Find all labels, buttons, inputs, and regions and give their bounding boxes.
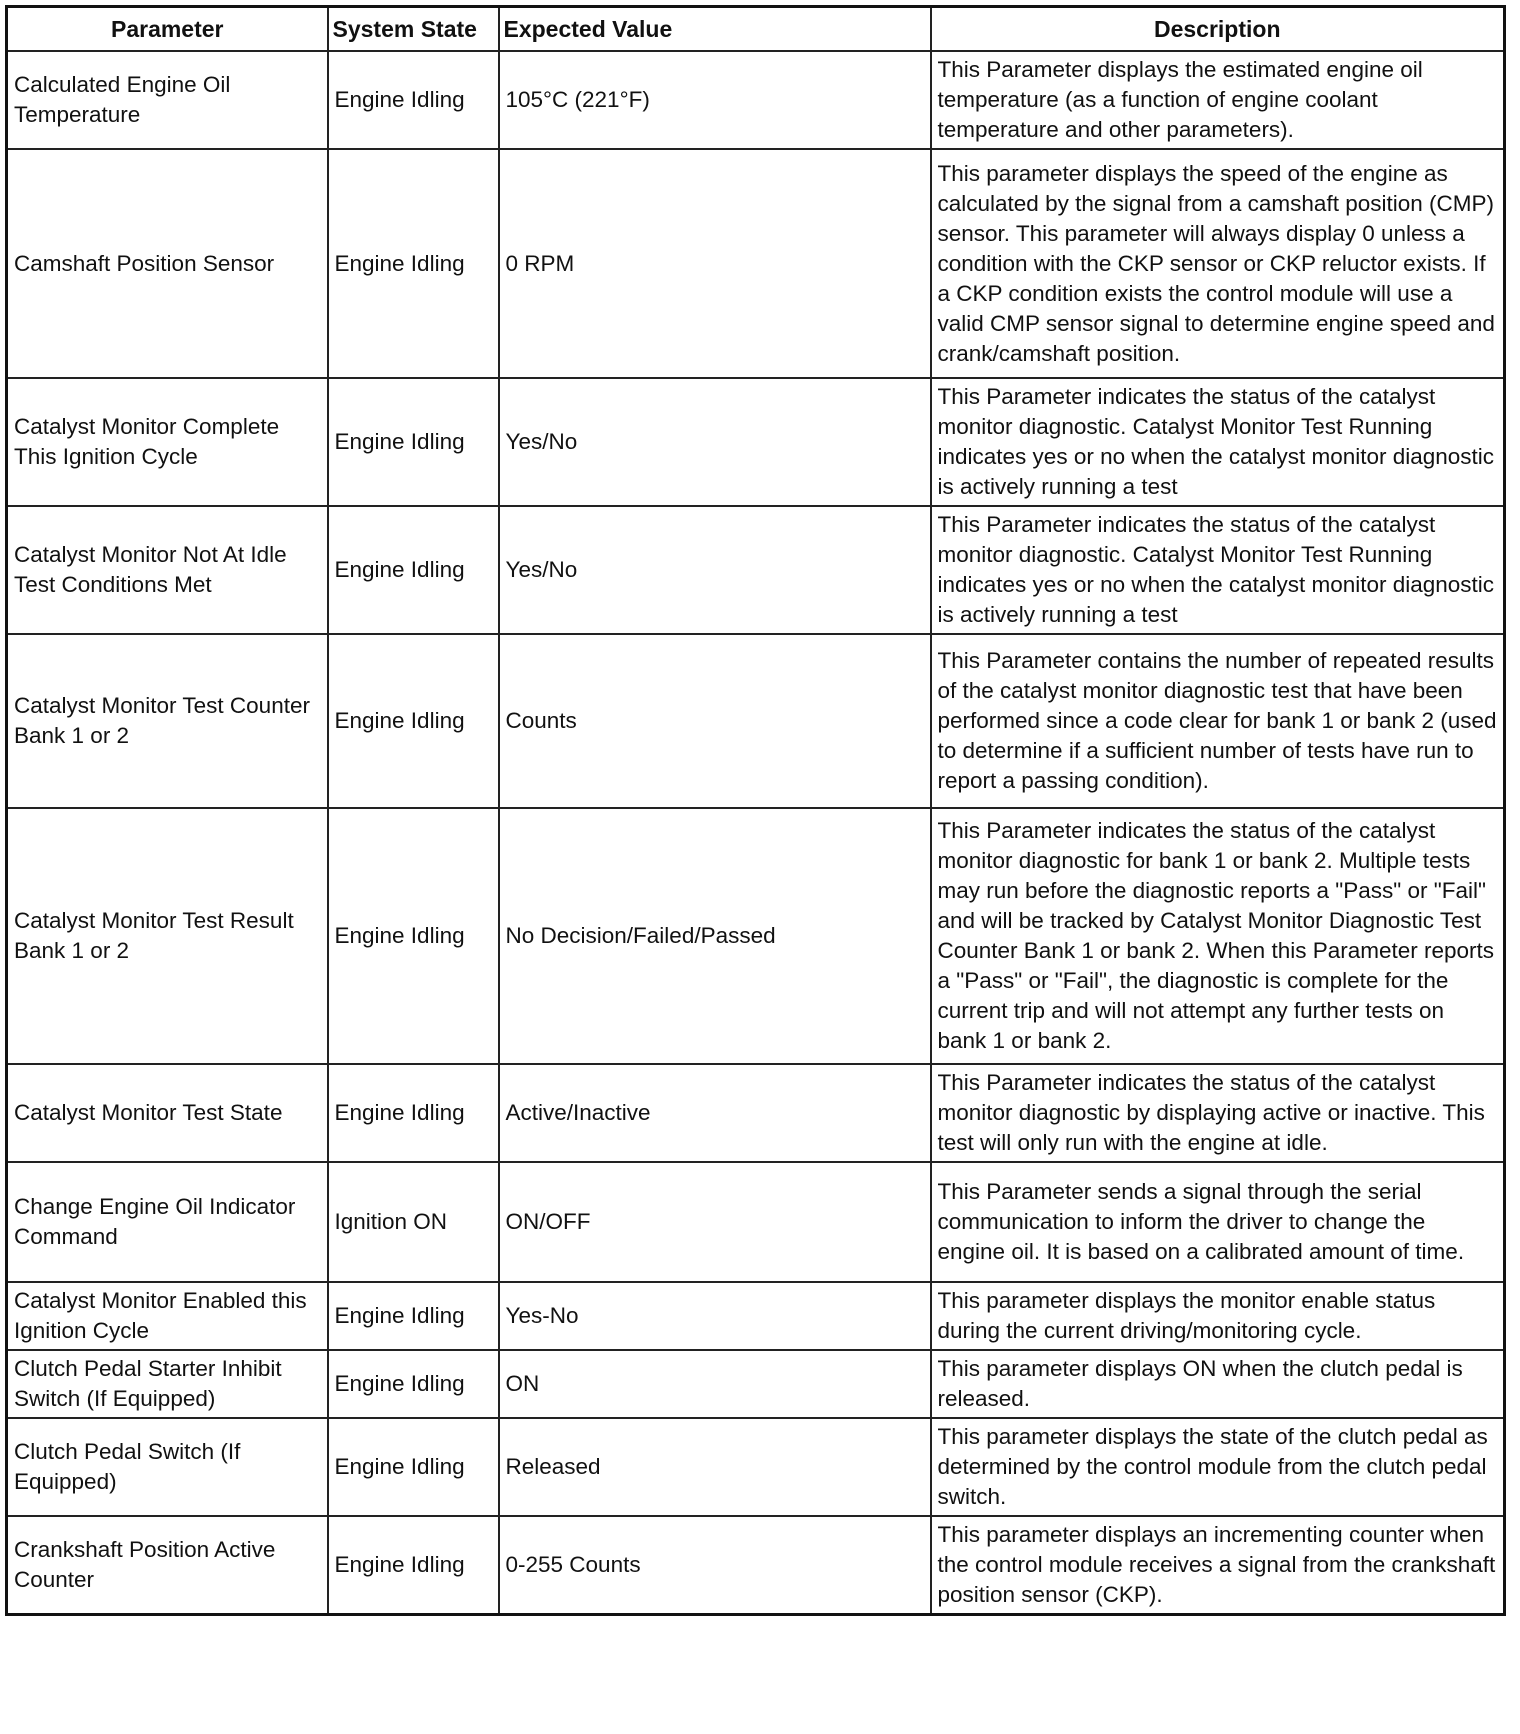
table-body [7, 51, 1505, 1615]
cell-expected-value: 105°C (221°F) [499, 51, 931, 149]
cell-expected-value: 0 RPM [499, 149, 931, 378]
table-row [7, 808, 1505, 1064]
table-row [7, 149, 1505, 378]
cell-expected-value: ON [499, 1350, 931, 1418]
cell-system-state: Engine Idling [328, 1064, 499, 1162]
cell-parameter: Crankshaft Position Active Counter [7, 1516, 328, 1615]
cell-description: This parameter displays the state of the clutch pedal as determined by the control module from the clutch pedal switch. [931, 1418, 1505, 1516]
table-row [7, 1162, 1505, 1282]
cell-system-state: Ignition ON [328, 1162, 499, 1282]
cell-system-state: Engine Idling [328, 506, 499, 634]
table-row [7, 1064, 1505, 1162]
header-system-state: System State [328, 7, 499, 52]
cell-system-state: Engine Idling [328, 634, 499, 808]
cell-expected-value: Counts [499, 634, 931, 808]
cell-system-state: Engine Idling [328, 1418, 499, 1516]
cell-parameter: Catalyst Monitor Enabled this Ignition Cycle [7, 1282, 328, 1350]
table-row [7, 51, 1505, 149]
cell-description: This Parameter indicates the status of the catalyst monitor diagnostic. Catalyst Monitor Test Running indicates yes or no when the catalyst monitor diagnostic is actively running a test [931, 506, 1505, 634]
cell-system-state: Engine Idling [328, 149, 499, 378]
cell-parameter: Catalyst Monitor Test Counter Bank 1 or 2 [7, 634, 328, 808]
table-row [7, 1418, 1505, 1516]
table-row [7, 1350, 1505, 1418]
cell-description: This Parameter indicates the status of the catalyst monitor diagnostic. Catalyst Monitor Test Running indicates yes or no when the catalyst monitor diagnostic is actively running a test [931, 378, 1505, 506]
cell-expected-value: Yes/No [499, 506, 931, 634]
cell-expected-value: ON/OFF [499, 1162, 931, 1282]
cell-expected-value: Yes/No [499, 378, 931, 506]
cell-description: This Parameter displays the estimated engine oil temperature (as a function of engine coolant temperature and other parameters). [931, 51, 1505, 149]
cell-expected-value: Released [499, 1418, 931, 1516]
header-description: Description [931, 7, 1505, 52]
cell-parameter: Clutch Pedal Starter Inhibit Switch (If Equipped) [7, 1350, 328, 1418]
cell-description: This parameter displays an incrementing counter when the control module receives a signal from the crankshaft position sensor (CKP). [931, 1516, 1505, 1615]
cell-parameter: Catalyst Monitor Test State [7, 1064, 328, 1162]
cell-system-state: Engine Idling [328, 1282, 499, 1350]
header-row [7, 7, 1505, 52]
cell-expected-value: 0-255 Counts [499, 1516, 931, 1615]
cell-system-state: Engine Idling [328, 1350, 499, 1418]
cell-parameter: Camshaft Position Sensor [7, 149, 328, 378]
cell-parameter: Catalyst Monitor Not At Idle Test Conditions Met [7, 506, 328, 634]
cell-description: This Parameter sends a signal through the serial communication to inform the driver to change the engine oil. It is based on a calibrated amount of time. [931, 1162, 1505, 1282]
cell-system-state: Engine Idling [328, 1516, 499, 1615]
cell-description: This parameter displays the speed of the engine as calculated by the signal from a camshaft position (CMP) sensor. This parameter will always display 0 unless a condition with the CKP sensor or CKP reluctor exists. If a CKP condition exists the control module will use a valid CMP sensor signal to determine engine speed and crank/camshaft position. [931, 149, 1505, 378]
table-row [7, 1516, 1505, 1615]
header-expected-value: Expected Value [499, 7, 931, 52]
cell-description: This parameter displays ON when the clutch pedal is released. [931, 1350, 1505, 1418]
cell-parameter: Calculated Engine Oil Temperature [7, 51, 328, 149]
cell-parameter: Clutch Pedal Switch (If Equipped) [7, 1418, 328, 1516]
cell-description: This Parameter indicates the status of the catalyst monitor diagnostic by displaying active or inactive. This test will only run with the engine at idle. [931, 1064, 1505, 1162]
table-row [7, 506, 1505, 634]
cell-parameter: Change Engine Oil Indicator Command [7, 1162, 328, 1282]
header-parameter: Parameter [7, 7, 328, 52]
cell-expected-value: No Decision/Failed/Passed [499, 808, 931, 1064]
cell-expected-value: Active/Inactive [499, 1064, 931, 1162]
cell-description: This Parameter indicates the status of the catalyst monitor diagnostic for bank 1 or bank 2. Multiple tests may run before the diagnostic reports a "Pass" or "Fail" and will be tracked by Catalyst Monitor Diagnostic Test Counter Bank 1 or bank 2. When this Parameter reports a "Pass" or "Fail", the diagnostic is complete for the current trip and will not attempt any further tests on bank 1 or bank 2. [931, 808, 1505, 1064]
cell-parameter: Catalyst Monitor Test Result Bank 1 or 2 [7, 808, 328, 1064]
table-row [7, 1282, 1505, 1350]
cell-system-state: Engine Idling [328, 808, 499, 1064]
table-row [7, 634, 1505, 808]
cell-system-state: Engine Idling [328, 51, 499, 149]
cell-system-state: Engine Idling [328, 378, 499, 506]
table-row [7, 378, 1505, 506]
cell-description: This parameter displays the monitor enable status during the current driving/monitoring cycle. [931, 1282, 1505, 1350]
scan-tool-data-table [5, 5, 1506, 1616]
cell-expected-value: Yes-No [499, 1282, 931, 1350]
cell-parameter: Catalyst Monitor Complete This Ignition Cycle [7, 378, 328, 506]
cell-description: This Parameter contains the number of repeated results of the catalyst monitor diagnostic test that have been performed since a code clear for bank 1 or bank 2 (used to determine if a sufficient number of tests have run to report a passing condition). [931, 634, 1505, 808]
